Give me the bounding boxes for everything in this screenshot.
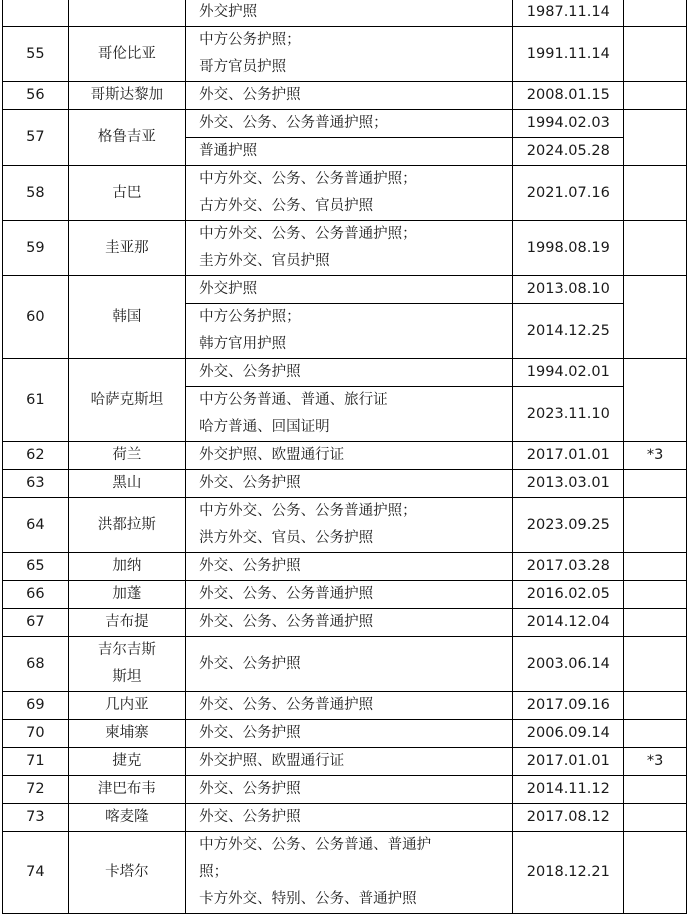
row-number: 69 [3, 692, 69, 720]
country-name: 吉尔吉斯 [97, 642, 156, 658]
table-row [3, 748, 687, 776]
effective-date: 2006.09.14 [513, 720, 624, 748]
row-number: 65 [3, 553, 69, 581]
note-cell [624, 27, 687, 82]
passport-type-line: 韩方官用护照 [199, 336, 287, 352]
passport-type-line: 外交、公务护照 [199, 655, 301, 672]
note-cell: *3 [624, 442, 687, 470]
table-row [3, 470, 687, 498]
passport-type-cell [186, 0, 513, 27]
effective-date: 2014.12.25 [513, 304, 624, 359]
effective-date: 1998.08.19 [513, 221, 624, 276]
passport-type-line: 外交、公务、公务普通护照 [199, 614, 374, 630]
row-number: 72 [3, 776, 69, 804]
country-cell [68, 748, 185, 776]
visa-exemption-table [2, 0, 687, 914]
passport-type-line: 外交、公务护照 [199, 809, 301, 825]
country-cell [68, 470, 185, 498]
table-row [3, 221, 687, 276]
table-row [3, 359, 687, 387]
passport-type-cell [186, 166, 513, 221]
passport-type-cell [186, 110, 513, 138]
passport-type-line: 中方公务普通、普通、旅行证 [199, 392, 388, 408]
country-cell [68, 110, 185, 166]
row-number [3, 0, 69, 27]
country-name: 加蓬 [112, 586, 142, 602]
row-number: 55 [3, 27, 69, 82]
note-cell [624, 82, 687, 110]
country-cell [68, 82, 185, 110]
passport-type-cell [186, 470, 513, 498]
passport-type-cell [186, 442, 513, 470]
country-name: 荷兰 [112, 447, 142, 463]
passport-type-cell [186, 692, 513, 720]
passport-type-line: 外交、公务护照 [199, 87, 301, 103]
table-row [3, 692, 687, 720]
table-row [3, 637, 687, 692]
passport-type-cell [186, 27, 513, 82]
note-cell [624, 776, 687, 804]
row-number: 62 [3, 442, 69, 470]
passport-type-line: 普通护照 [199, 143, 258, 159]
passport-type-cell [186, 581, 513, 609]
passport-type-cell [186, 776, 513, 804]
effective-date: 2013.03.01 [513, 470, 624, 498]
table-body [3, 0, 687, 914]
passport-type-line: 卡方外交、特别、公务、普通护照 [199, 891, 417, 907]
table-row [3, 553, 687, 581]
note-cell [624, 804, 687, 832]
note-cell [624, 359, 687, 442]
passport-type-line: 外交护照 [199, 4, 258, 20]
passport-type-line: 外交护照 [199, 281, 258, 297]
country-name: 古巴 [112, 184, 142, 201]
country-name: 吉布提 [105, 614, 149, 630]
note-cell [624, 470, 687, 498]
country-name: 津巴布韦 [97, 781, 156, 797]
passport-type-line: 中方外交、公务、公务普通、普通护 [199, 837, 432, 853]
note-cell [624, 553, 687, 581]
country-name: 黑山 [112, 475, 142, 491]
passport-type-line: 外交、公务、公务普通护照 [199, 697, 374, 713]
row-number: 66 [3, 581, 69, 609]
effective-date: 2017.08.12 [513, 804, 624, 832]
effective-date: 2017.03.28 [513, 553, 624, 581]
country-cell [68, 221, 185, 276]
note-cell [624, 637, 687, 692]
row-number: 57 [3, 110, 69, 166]
country-name: 韩国 [112, 308, 142, 325]
passport-type-line: 中方公务护照； [199, 309, 301, 325]
note-cell [624, 609, 687, 637]
passport-type-line: 古方外交、公务、官员护照 [199, 198, 374, 214]
country-cell [68, 637, 185, 692]
effective-date: 1987.11.14 [513, 0, 624, 27]
country-cell [68, 776, 185, 804]
country-name: 卡塔尔 [105, 864, 149, 880]
country-cell [68, 27, 185, 82]
passport-type-cell [186, 387, 513, 442]
passport-type-line: 中方公务护照； [199, 32, 301, 48]
effective-date: 2017.01.01 [513, 442, 624, 470]
country-cell [68, 498, 185, 553]
country-cell [68, 804, 185, 832]
country-name: 哥伦比亚 [97, 45, 156, 62]
table-row [3, 110, 687, 138]
note-cell [624, 581, 687, 609]
country-name: 洪都拉斯 [97, 516, 156, 533]
note-cell [624, 832, 687, 914]
country-cell [68, 720, 185, 748]
passport-type-line: 中方外交、公务、公务普通护照； [199, 171, 417, 187]
passport-type-cell [186, 804, 513, 832]
country-name: 喀麦隆 [105, 809, 149, 825]
effective-date: 1991.11.14 [513, 27, 624, 82]
note-cell [624, 221, 687, 276]
note-cell [624, 720, 687, 748]
passport-type-line: 外交、公务护照 [199, 558, 301, 574]
country-name: 哈萨克斯坦 [90, 391, 164, 408]
table-row [3, 832, 687, 914]
passport-type-line: 洪方外交、官员、公务护照 [199, 530, 374, 546]
table-row [3, 720, 687, 748]
passport-type-line: 外交、公务护照 [199, 781, 301, 797]
passport-type-cell [186, 138, 513, 166]
row-number: 60 [3, 276, 69, 359]
effective-date: 1994.02.03 [513, 110, 624, 138]
passport-type-line: 外交护照、欧盟通行证 [199, 753, 345, 769]
note-cell [624, 166, 687, 221]
passport-type-cell [186, 276, 513, 304]
note-cell [624, 0, 687, 27]
effective-date: 2014.11.12 [513, 776, 624, 804]
passport-type-line: 外交护照、欧盟通行证 [199, 447, 345, 463]
row-number: 74 [3, 832, 69, 914]
passport-type-cell [186, 637, 513, 692]
passport-type-cell [186, 359, 513, 387]
passport-type-line: 外交、公务、公务普通护照 [199, 586, 374, 602]
passport-type-line: 外交、公务护照 [199, 725, 301, 741]
effective-date: 2017.09.16 [513, 692, 624, 720]
table-row [3, 776, 687, 804]
effective-date: 2014.12.04 [513, 609, 624, 637]
row-number: 67 [3, 609, 69, 637]
table-row [3, 0, 687, 27]
passport-type-cell [186, 609, 513, 637]
passport-type-line: 圭方外交、官员护照 [199, 253, 330, 269]
table-row [3, 166, 687, 221]
effective-date: 2017.01.01 [513, 748, 624, 776]
country-cell [68, 276, 185, 359]
effective-date: 2021.07.16 [513, 166, 624, 221]
row-number: 73 [3, 804, 69, 832]
country-cell [68, 0, 185, 27]
country-cell [68, 359, 185, 442]
passport-type-cell [186, 832, 513, 914]
passport-type-line: 外交、公务、公务普通护照； [199, 115, 388, 131]
row-number: 71 [3, 748, 69, 776]
effective-date: 2023.11.10 [513, 387, 624, 442]
effective-date: 1994.02.01 [513, 359, 624, 387]
note-cell [624, 110, 687, 166]
row-number: 58 [3, 166, 69, 221]
row-number: 61 [3, 359, 69, 442]
country-cell [68, 581, 185, 609]
effective-date: 2013.08.10 [513, 276, 624, 304]
country-name: 加纳 [112, 558, 142, 574]
country-cell [68, 692, 185, 720]
country-cell [68, 832, 185, 914]
passport-type-line: 哈方普通、回国证明 [199, 419, 330, 435]
note-cell [624, 276, 687, 359]
effective-date: 2024.05.28 [513, 138, 624, 166]
effective-date: 2018.12.21 [513, 832, 624, 914]
effective-date: 2016.02.05 [513, 581, 624, 609]
effective-date: 2023.09.25 [513, 498, 624, 553]
country-name: 哥斯达黎加 [90, 87, 164, 103]
country-cell [68, 553, 185, 581]
table-row [3, 498, 687, 553]
row-number: 64 [3, 498, 69, 553]
passport-type-cell [186, 748, 513, 776]
passport-type-cell [186, 304, 513, 359]
row-number: 56 [3, 82, 69, 110]
passport-type-line: 中方外交、公务、公务普通护照； [199, 503, 417, 519]
effective-date: 2008.01.15 [513, 82, 624, 110]
country-name: 柬埔寨 [105, 725, 149, 741]
country-cell [68, 442, 185, 470]
passport-type-line: 外交、公务护照 [199, 475, 301, 491]
note-cell [624, 692, 687, 720]
table-row [3, 609, 687, 637]
country-name: 几内亚 [105, 697, 149, 713]
country-cell [68, 609, 185, 637]
passport-type-line: 哥方官员护照 [199, 59, 287, 75]
note-cell [624, 498, 687, 553]
table-row [3, 442, 687, 470]
row-number: 68 [3, 637, 69, 692]
passport-type-line: 中方外交、公务、公务普通护照； [199, 226, 417, 242]
table-row [3, 804, 687, 832]
country-name: 捷克 [112, 753, 142, 769]
country-name: 圭亚那 [105, 239, 149, 256]
passport-type-line: 外交、公务护照 [199, 364, 301, 380]
table-row [3, 276, 687, 304]
passport-type-cell [186, 720, 513, 748]
country-name: 格鲁吉亚 [97, 129, 156, 145]
table-row [3, 27, 687, 82]
passport-type-cell [186, 221, 513, 276]
passport-type-cell [186, 553, 513, 581]
table-row [3, 82, 687, 110]
passport-type-cell [186, 82, 513, 110]
note-cell: *3 [624, 748, 687, 776]
country-name: 斯坦 [112, 669, 142, 685]
passport-type-line: 照； [199, 864, 229, 880]
country-cell [68, 166, 185, 221]
table-row [3, 581, 687, 609]
effective-date: 2003.06.14 [513, 637, 624, 692]
row-number: 63 [3, 470, 69, 498]
row-number: 59 [3, 221, 69, 276]
row-number: 70 [3, 720, 69, 748]
passport-type-cell [186, 498, 513, 553]
